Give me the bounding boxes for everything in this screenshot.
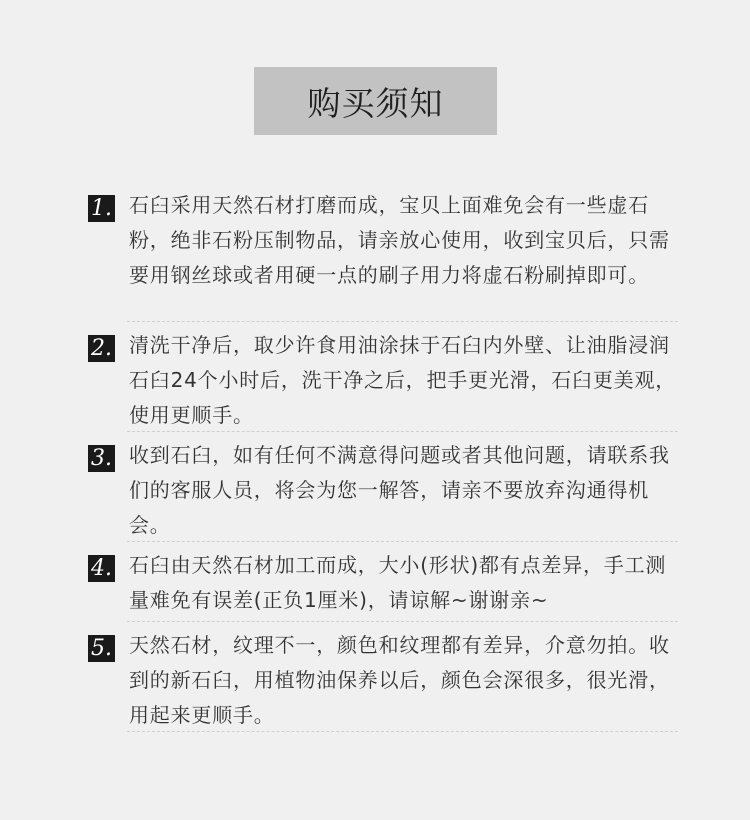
item-text: 石臼由天然石材加工而成，大小(形状)都有点差异，手工测量难免有误差(正负1厘米)，请谅解~谢谢亲~ — [129, 553, 667, 612]
title-banner — [254, 67, 497, 135]
page-title: 购买须知 — [307, 83, 444, 123]
item-number-badge: 5. — [88, 635, 115, 662]
item-text: 天然石材，纹理不一，颜色和纹理都有差异，介意勿拍。收到的新石臼，用植物油保养以后，颜色会深很多，很光滑，用起来更顺手。 — [129, 633, 670, 727]
divider — [127, 431, 678, 432]
item-number-badge: 3. — [88, 445, 115, 472]
divider — [127, 321, 678, 322]
divider — [127, 731, 678, 732]
item-number-badge: 4. — [88, 555, 115, 582]
item-text: 石臼采用天然石材打磨而成，宝贝上面难免会有一些虚石粉，绝非石粉压制物品，请亲放心使用，收到宝贝后，只需要用钢丝球或者用硬一点的刷子用力将虚石粉刷掉即可。 — [129, 193, 670, 287]
item-text: 收到石臼，如有任何不满意得问题或者其他问题，请联系我们的客服人员，将会为您一解答，请亲不要放弃沟通得机会。 — [129, 443, 670, 537]
item-number-badge: 1. — [88, 195, 115, 222]
divider — [127, 541, 678, 542]
divider — [127, 621, 678, 622]
item-number-badge: 2. — [88, 335, 115, 362]
item-text: 清洗干净后，取少许食用油涂抹于石臼内外壁、让油脂浸润石臼24个小时后，洗干净之后，把手更光滑，石臼更美观，使用更顺手。 — [129, 333, 677, 427]
